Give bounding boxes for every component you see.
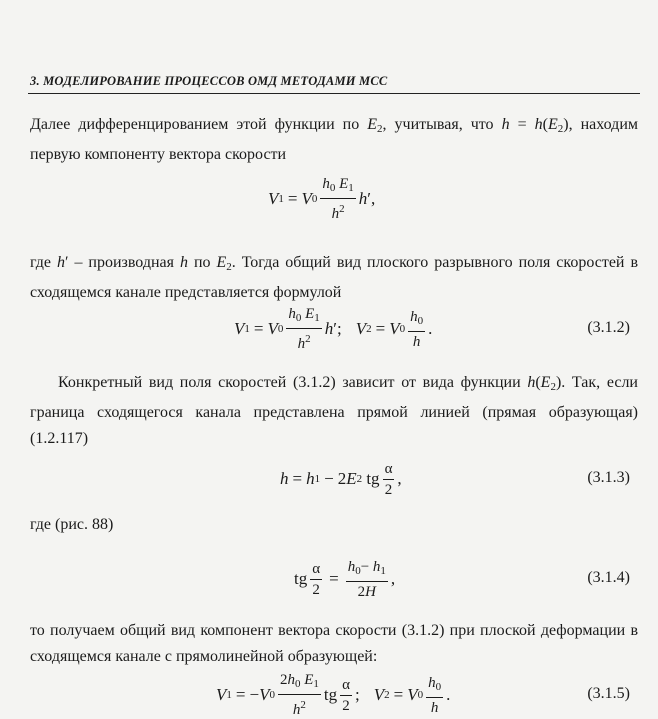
- paragraph-2: где h′ – производная h по $E_2$. Тогда общий вид плоского разрывного поля скоростей в сходящемся канале представляется формулой: [30, 254, 639, 301]
- equation-number-3-1-4: (3.1.4): [587, 569, 630, 586]
- equation-3-1-4: tg $\frac{\alpha}{2}$ = $\frac{h_0- h_1}{2H}$ ,: [294, 558, 396, 600]
- paragraph-5: то получаем общий вид компонент вектора скорости (3.1.2) при плоской деформации в сходящемся канале с прямолинейной образующей:: [30, 622, 638, 665]
- equation-3-1-3: h = h 1 − 2 E 2 tg $\frac{\alpha}{2}$ ,: [280, 460, 402, 498]
- equation-3-1-2: V 1 = V 0 $\frac{h_0 E_1}{h^2}$ h ′; V 2 = V 0 $\frac{h_0}{h}$ .: [234, 306, 433, 352]
- paragraph-3: Конкретный вид поля скоростей (3.1.2) зависит от вида функции $h(E_2)$. Так, если граница сходящегося канала представлена прямой линией (прямая образующая) (1.2.117): [30, 374, 638, 447]
- equation-v1: V 1 = V 0 $\frac{h_0 E_1}{h^2}$ h ′,: [268, 176, 376, 222]
- equation-number-3-1-2: (3.1.2): [587, 319, 630, 336]
- equation-number-3-1-3: (3.1.3): [587, 469, 630, 486]
- equation-number-3-1-5: (3.1.5): [587, 685, 630, 702]
- running-header: 3. МОДЕЛИРОВАНИЕ ПРОЦЕССОВ ОМД МЕТОДАМИ МСС: [30, 74, 388, 88]
- paragraph-1: Далее дифференцированием этой функции по $E_2$, учитывая, что $h = h(E_2)$, находим первую компоненту вектора скорости: [30, 116, 639, 163]
- equation-3-1-5: V 1 = − V 0 $\frac{2h_0 E_1}{h^2}$ tg $\frac{\alpha}{2}$ ; V 2 = V 0 $\frac{h_0}{h}$ .: [216, 672, 451, 718]
- header-rule: [28, 93, 640, 94]
- paragraph-4: где (рис. 88): [30, 516, 114, 533]
